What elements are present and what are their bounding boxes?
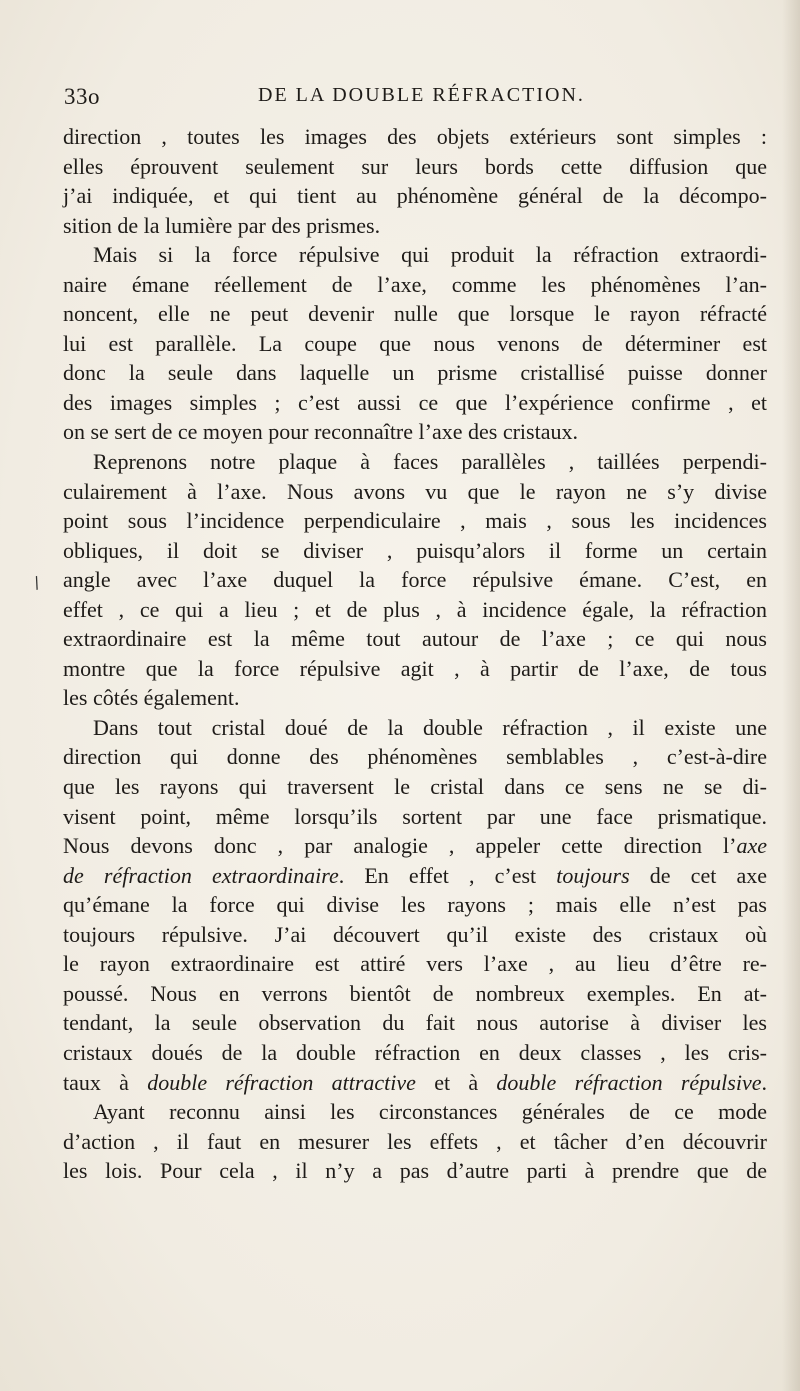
text-line <box>63 979 767 1009</box>
running-title: DE LA DOUBLE RÉFRACTION. <box>258 84 585 106</box>
text-line <box>63 211 767 241</box>
text-line <box>63 920 767 950</box>
text-segment: donc la seule dans laquelle un prisme cristallisé puisse donner <box>63 360 767 386</box>
text-line <box>63 861 767 891</box>
text-segment: lui est parallèle. La coupe que nous venons de déterminer est <box>63 330 767 356</box>
text-segment: . <box>761 1069 767 1095</box>
text-segment: naire émane réellement de l’axe, comme les phénomènes l’an- <box>63 271 767 297</box>
text-line <box>63 890 767 920</box>
page-number: 33o <box>64 84 100 109</box>
text-line <box>63 1068 767 1098</box>
text-segment: taux à <box>63 1069 148 1095</box>
text-segment: les côtés également. <box>63 685 240 711</box>
text-segment: Reprenons notre plaque à faces parallèles , taillées perpendi- <box>93 449 767 475</box>
text-segment: montre que la force répulsive agit , à partir de l’axe, de tous <box>63 655 767 681</box>
text-segment: tendant, la seule observation du fait nous autorise à diviser les <box>63 1010 767 1036</box>
text-line <box>63 181 767 211</box>
text-segment: elles éprouvent seulement sur leurs bords cette diffusion que <box>63 153 767 179</box>
text-segment: extraordinaire est la même tout autour de l’axe ; ce qui nous <box>63 626 767 652</box>
text-segment: direction qui donne des phénomènes semblables , c’est-à-dire <box>63 744 767 770</box>
text-line <box>63 477 767 507</box>
text-segment: et à <box>415 1069 497 1095</box>
text-segment: . En effet , c’est <box>338 862 557 888</box>
italic-text: double réfraction répulsive <box>496 1069 762 1095</box>
margin-mark: / <box>30 572 43 593</box>
text-line <box>63 122 767 152</box>
text-segment: Nous devons donc , par analogie , appeler cette direction l’ <box>63 833 737 859</box>
text-line <box>63 1038 767 1068</box>
italic-text: double réfraction attractive <box>147 1069 416 1095</box>
text-line <box>63 536 767 566</box>
text-segment: des images simples ; c’est aussi ce que l’expérience confirme , et <box>63 389 767 415</box>
text-segment: obliques, il doit se diviser , puisqu’alors il forme un certain <box>63 537 767 563</box>
text-line <box>63 772 767 802</box>
text-line <box>63 388 767 418</box>
text-line <box>63 565 767 595</box>
text-segment: poussé. Nous en verrons bientôt de nombreux exemples. En at- <box>63 980 767 1006</box>
text-line <box>63 329 767 359</box>
text-segment: point sous l’incidence perpendiculaire , mais , sous les incidences <box>63 508 767 534</box>
text-segment: qu’émane la force qui divise les rayons ; mais elle n’est pas <box>63 892 767 918</box>
text-segment: que les rayons qui traversent le cristal dans ce sens ne se di- <box>63 774 767 800</box>
text-line <box>63 299 767 329</box>
text-line <box>63 949 767 979</box>
text-line <box>63 713 767 743</box>
text-segment: visent point, même lorsqu’ils sortent par une face prismatique. <box>63 803 767 829</box>
text-line <box>63 506 767 536</box>
running-header <box>64 84 764 120</box>
text-segment: Ayant reconnu ainsi les circonstances générales de ce mode <box>93 1099 767 1125</box>
text-segment: les lois. Pour cela , il n’y a pas d’autre parti à prendre que de <box>63 1158 767 1184</box>
text-line <box>63 1097 767 1127</box>
text-segment: Mais si la force répulsive qui produit la réfraction extraordi- <box>93 242 767 268</box>
text-line <box>63 802 767 832</box>
text-segment: le rayon extraordinaire est attiré vers l’axe , au lieu d’être re- <box>63 951 767 977</box>
text-segment: Dans tout cristal doué de la double réfraction , il existe une <box>93 714 767 740</box>
text-segment: direction , toutes les images des objets extérieurs sont simples : <box>63 124 767 149</box>
text-segment: toujours répulsive. J’ai découvert qu’il existe des cristaux où <box>63 921 767 947</box>
text-line <box>63 654 767 684</box>
text-line <box>63 1008 767 1038</box>
text-line <box>63 447 767 477</box>
text-segment: sition de la lumière par des prismes. <box>63 212 381 238</box>
text-segment: on se sert de ce moyen pour reconnaître l’axe des cristaux. <box>63 419 578 445</box>
body-text <box>63 122 767 1186</box>
text-line <box>63 358 767 388</box>
text-segment: angle avec l’axe duquel la force répulsive émane. C’est, en <box>63 567 767 593</box>
text-segment: cristaux doués de la double réfraction en deux classes , les cris- <box>63 1039 767 1065</box>
text-line <box>63 1156 767 1186</box>
text-line <box>63 270 767 300</box>
text-line <box>63 152 767 182</box>
text-line <box>63 742 767 772</box>
text-segment: de cet axe <box>629 862 767 888</box>
text-segment: culairement à l’axe. Nous avons vu que le rayon ne s’y divise <box>63 478 767 504</box>
page-edge-shadow <box>782 0 800 1391</box>
italic-text: toujours <box>556 862 630 888</box>
text-line <box>63 417 767 447</box>
italic-text: axe <box>736 833 767 859</box>
text-segment: effet , ce qui a lieu ; et de plus , à incidence égale, la réfraction <box>63 596 767 622</box>
text-segment: d’action , il faut en mesurer les effets , et tâcher d’en découvrir <box>63 1128 767 1154</box>
text-segment: noncent, elle ne peut devenir nulle que lorsque le rayon réfracté <box>63 301 767 327</box>
text-line <box>63 831 767 861</box>
text-line <box>63 624 767 654</box>
text-line <box>63 1127 767 1157</box>
text-line <box>63 240 767 270</box>
text-line <box>63 595 767 625</box>
italic-text: de réfraction extraordinaire <box>63 862 339 888</box>
text-line <box>63 683 767 713</box>
text-segment: j’ai indiquée, et qui tient au phénomène général de la décompo- <box>63 183 767 209</box>
